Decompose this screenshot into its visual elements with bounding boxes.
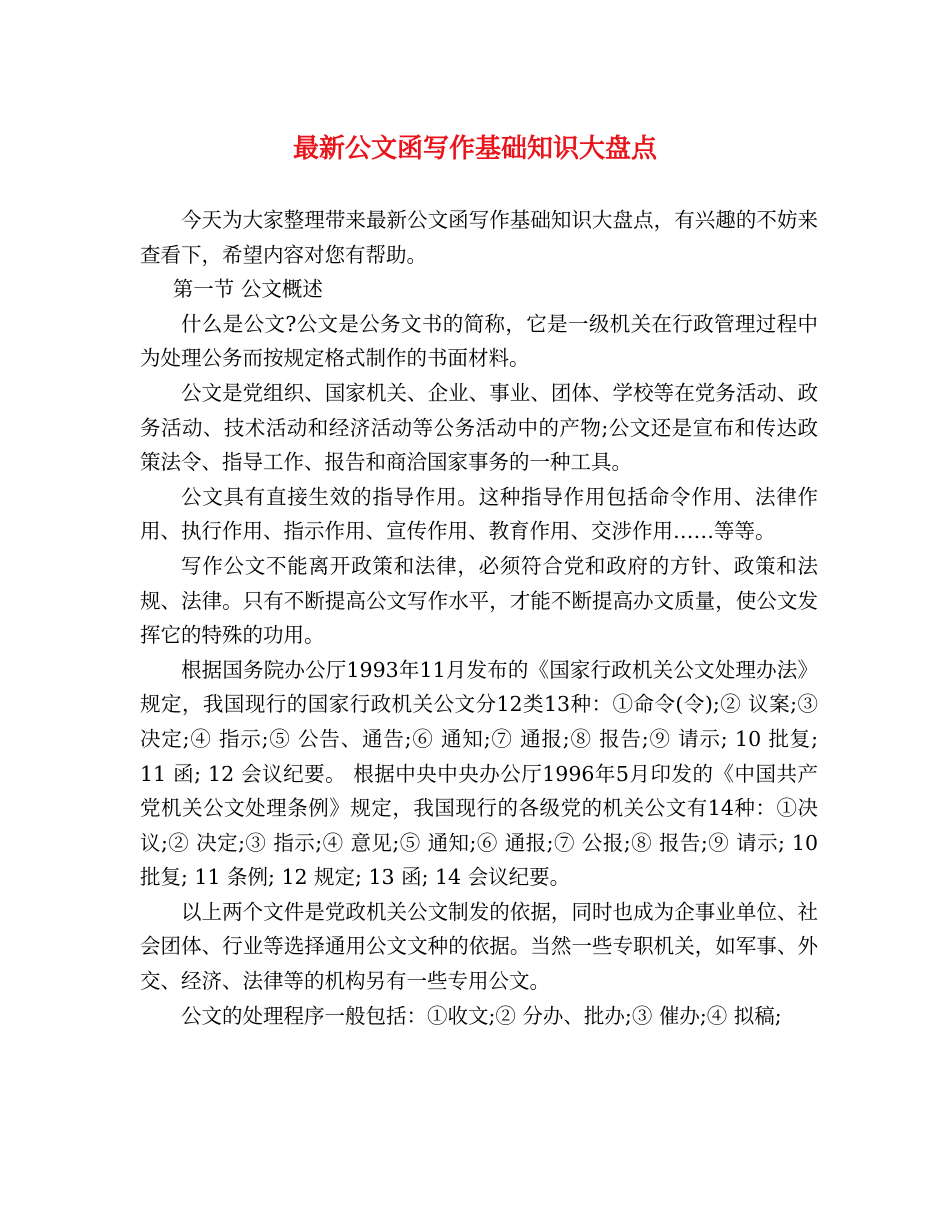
body-paragraph: 什么是公文?公文是公务文书的简称，它是一级机关在行政管理过程中为处理公务而按规定格式制作的书面材料。 bbox=[140, 311, 818, 371]
body-paragraph: 写作公文不能离开政策和法律，必须符合党和政府的方针、政策和法规、法律。只有不断提高公文写作水平，才能不断提高办文质量，使公文发挥它的特殊的功用。 bbox=[140, 553, 818, 648]
body-paragraph: 根据国务院办公厅1993年11月发布的《国家行政机关公文处理办法》规定，我国现行的国家行政机关公文分12类13种：①命令(令);② 议案;③ 决定;④ 指示;⑤ 公告、通告;⑥ 通知;⑦ 通报;⑧ 报告;⑨ 请示; 10 批复; 11 函; 12 会议纪要。 根据中央中央办公厅1996年5月印发的《中国共产党机关公文处理条例》规定，我国现行的各级党的机关公文有14种：①决议;② 决定;③ 指示;④ 意见;⑤ 通知;⑥ 通报;⑦ 公报;⑧ 报告;⑨ 请示; 10 批复; 11 条例; 12 规定; 13 函; 14 会议纪要。 bbox=[140, 657, 818, 890]
body-paragraph: 公文是党组织、国家机关、企业、事业、团体、学校等在党务活动、政务活动、技术活动和经济活动等公务活动中的产物;公文还是宣布和传达政策法令、指导工作、报告和商洽国家事务的一种工具。 bbox=[140, 380, 818, 475]
document-body bbox=[140, 203, 818, 1033]
body-paragraph: 以上两个文件是党政机关公文制发的依据，同时也成为企事业单位、社会团体、行业等选择通用公文文种的依据。当然一些专职机关，如军事、外交、经济、法律等的机构另有一些专用公文。 bbox=[140, 899, 818, 994]
intro-paragraph: 今天为大家整理带来最新公文函写作基础知识大盘点，有兴趣的不妨来查看下，希望内容对您有帮助。 bbox=[140, 208, 818, 267]
section-heading: 第一节 公文概述 bbox=[172, 277, 323, 302]
document-title: 最新公文函写作基础知识大盘点 bbox=[292, 134, 657, 164]
body-paragraph: 公文的处理程序一般包括：①收文;② 分办、批办;③ 催办;④ 拟稿; bbox=[181, 1003, 782, 1028]
body-paragraph: 公文具有直接生效的指导作用。这种指导作用包括命令作用、法律作用、执行作用、指示作用、宣传作用、教育作用、交涉作用……等等。 bbox=[140, 484, 818, 544]
